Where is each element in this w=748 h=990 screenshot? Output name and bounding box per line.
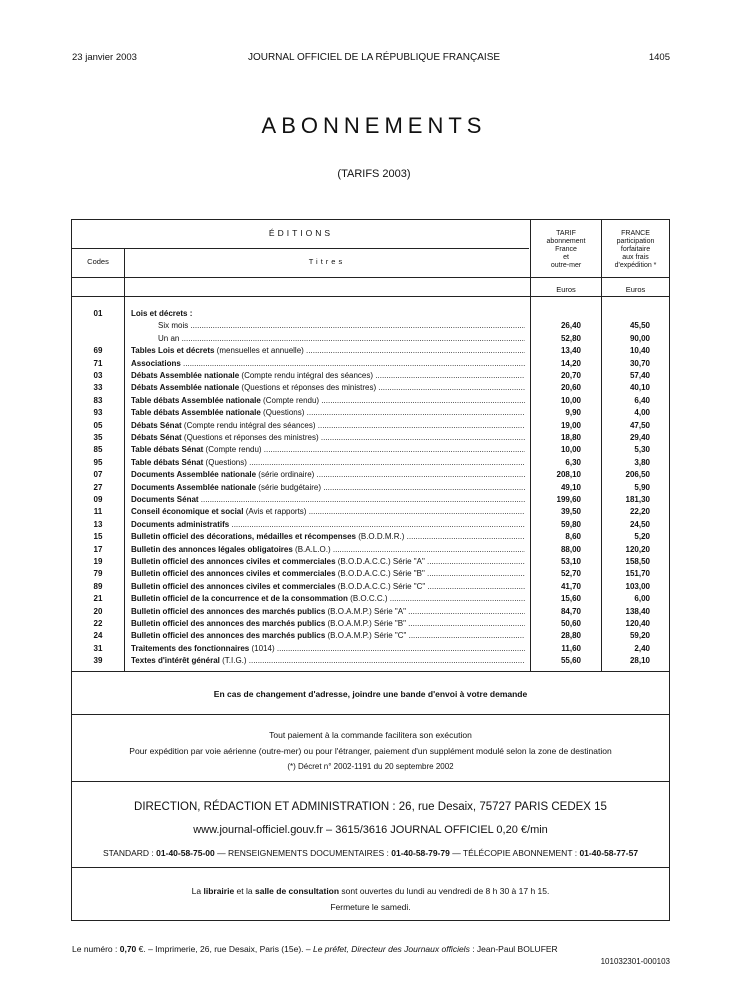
table-row	[72, 568, 669, 580]
row-title: Conseil économique et social (Avis et rapports) .....	[131, 506, 525, 518]
row-france: 158,50	[625, 557, 650, 566]
table-row	[72, 618, 669, 630]
row-code: 24	[93, 631, 103, 641]
table-row	[72, 358, 669, 370]
tariff-frame	[71, 219, 670, 921]
row-tarif: 88,00	[560, 544, 581, 554]
row-france: 5,90	[634, 482, 650, 492]
table-row	[72, 420, 669, 432]
row-code: 39	[93, 656, 103, 666]
row-tarif: 52,70	[560, 569, 581, 579]
row-title: Six mois .....	[158, 320, 525, 332]
row-tarif: 13,40	[560, 346, 581, 356]
row-code: 07	[93, 470, 103, 480]
row-france: 103,00	[625, 581, 650, 591]
page-subtitle: (TARIFS 2003)	[337, 168, 411, 180]
closing-notice: Fermeture le samedi.	[330, 902, 411, 912]
row-tarif: 59,80	[560, 519, 581, 529]
row-tarif: 15,60	[560, 594, 581, 604]
row-code: 11	[93, 507, 103, 517]
row-france: 22,20	[629, 507, 650, 517]
table-row	[72, 643, 669, 655]
table-row	[72, 432, 669, 444]
row-title: Tables Lois et décrets (mensuelles et annuelle) .....	[131, 345, 525, 357]
row-tarif: 53,10	[560, 557, 581, 566]
row-france: 120,20	[625, 544, 650, 554]
row-title: Textes d'intérêt général (T.I.G.) .....	[131, 655, 525, 667]
row-title: Bulletin officiel des annonces des marchés publics (B.O.A.M.P.) Série "A" .....	[131, 606, 525, 618]
row-title: Bulletin officiel des annonces civiles et commerciales (B.O.D.A.C.C.) Série "A" .....	[131, 556, 525, 568]
row-code: 09	[93, 495, 103, 504]
row-france: 120,40	[625, 619, 650, 628]
row-code: 79	[93, 569, 103, 579]
row-france: 6,00	[634, 594, 650, 604]
row-code: 27	[93, 482, 103, 492]
row-title: Bulletin officiel des annonces civiles et commerciales (B.O.D.A.C.C.) Série "B" .....	[131, 568, 525, 580]
row-tarif: 28,80	[560, 631, 581, 641]
table-row	[72, 593, 669, 605]
france-header: FRANCE participation forfaitaire aux frais d'expédition *	[614, 230, 657, 269]
table-row	[72, 395, 669, 407]
table-row	[72, 457, 669, 469]
table-row	[72, 531, 669, 543]
row-code: 69	[93, 346, 103, 356]
payment-line-1: Tout paiement à la commande facilitera son exécution	[269, 730, 472, 740]
table-row	[72, 320, 669, 332]
row-france: 30,70	[629, 358, 650, 368]
row-tarif: 10,00	[560, 445, 581, 455]
row-code: 13	[93, 519, 103, 529]
table-row	[72, 556, 669, 568]
row-tarif: 50,60	[560, 619, 581, 628]
row-tarif: 20,70	[560, 371, 581, 380]
row-tarif: 49,10	[560, 482, 581, 492]
row-tarif: 208,10	[556, 470, 581, 480]
row-title: Bulletin des annonces légales obligatoires (B.A.L.O.) .....	[131, 544, 525, 556]
tarif-unit: Euros	[556, 285, 576, 294]
row-title: Débats Sénat (Questions et réponses des ministres) .....	[131, 432, 525, 444]
row-tarif: 8,60	[565, 532, 581, 542]
row-tarif: 39,50	[560, 507, 581, 517]
page-title: ABONNEMENTS	[261, 113, 487, 138]
row-tarif: 18,80	[560, 433, 581, 442]
row-france: 59,20	[629, 631, 650, 641]
editions-header: ÉDITIONS	[268, 228, 334, 238]
table-row	[72, 544, 669, 556]
row-france: 181,30	[625, 495, 650, 504]
table-row	[72, 407, 669, 419]
row-france: 24,50	[629, 519, 650, 529]
row-code: 17	[93, 544, 103, 554]
opening-hours: La librairie et la salle de consultation sont ouvertes du lundi au vendredi de 8 h 30 à 17 h 15.	[191, 886, 550, 896]
decree-note: (*) Décret n° 2002-1191 du 20 septembre 2002	[287, 762, 454, 771]
table-bottom-rule	[72, 671, 669, 672]
row-tarif: 84,70	[560, 606, 581, 616]
row-france: 138,40	[625, 606, 650, 616]
row-title: Documents Sénat .....	[131, 494, 525, 506]
row-code: 93	[93, 408, 103, 418]
row-title: Documents Assemblée nationale (série ordinaire) .....	[131, 469, 525, 481]
table-row	[72, 630, 669, 642]
editions-rule	[72, 248, 529, 249]
row-tarif: 11,60	[561, 643, 581, 653]
table-row	[72, 655, 669, 667]
row-france: 151,70	[625, 569, 650, 579]
row-france: 45,50	[629, 321, 650, 331]
row-code: 19	[93, 557, 103, 566]
website-line: www.journal-officiel.gouv.fr – 3615/3616 JOURNAL OFFICIEL 0,20 €/min	[193, 824, 548, 836]
phone-numbers: STANDARD : 01-40-58-75-00 — RENSEIGNEMENTS DOCUMENTAIRES : 01-40-58-79-79 — TÉLÉCOPIE ABONNEMENT : 01-40-58-77-57	[102, 848, 639, 858]
row-tarif: 14,20	[560, 358, 581, 368]
france-unit: Euros	[625, 285, 646, 294]
row-title: Associations .....	[131, 358, 525, 370]
row-title: Documents administratifs .....	[131, 519, 525, 531]
row-france: 206,50	[625, 470, 650, 480]
row-tarif: 6,30	[565, 457, 581, 467]
table-row	[72, 606, 669, 618]
unit-rule	[72, 296, 669, 297]
row-code: 95	[93, 457, 103, 467]
row-title: Un an .....	[158, 333, 525, 345]
imprint-footer: Le numéro : 0,70 €. – Imprimerie, 26, rue Desaix, Paris (15e). – Le préfet, Directeur des Journaux officiels : Jean-Paul BOLUFER	[72, 944, 558, 954]
row-title: Bulletin officiel des annonces civiles et commerciales (B.O.D.A.C.C.) Série "C" .....	[131, 581, 525, 593]
row-tarif: 9,90	[565, 408, 581, 418]
table-row	[72, 519, 669, 531]
direction-rule	[72, 867, 669, 868]
row-title: Traitements des fonctionnaires (1014) .....	[131, 643, 525, 655]
row-tarif: 41,70	[560, 581, 581, 591]
table-row	[72, 494, 669, 506]
titres-header: Titres	[308, 257, 346, 266]
row-france: 10,40	[629, 346, 650, 356]
table-row	[72, 370, 669, 382]
row-title: Table débats Sénat (Questions) .....	[131, 457, 525, 469]
row-code: 89	[93, 581, 103, 591]
row-code: 85	[93, 445, 103, 455]
row-code: 03	[93, 371, 103, 380]
address-change-notice: En cas de changement d'adresse, joindre une bande d'envoi à votre demande	[213, 689, 528, 699]
row-code: 21	[93, 594, 103, 604]
row-code: 35	[93, 433, 103, 442]
row-code: 83	[93, 395, 103, 405]
row-tarif: 52,80	[560, 333, 581, 343]
row-france: 28,10	[629, 656, 650, 666]
row-title: Bulletin officiel des annonces des marchés publics (B.O.A.M.P.) Série "B" .....	[131, 618, 525, 630]
row-france: 4,00	[634, 408, 650, 418]
table-row	[72, 444, 669, 456]
row-title: Documents Assemblée nationale (série budgétaire) .....	[131, 482, 525, 494]
row-title: Table débats Assemblée nationale (Compte rendu) .....	[131, 395, 525, 407]
row-code: 05	[93, 420, 103, 430]
tarif-header: TARIF abonnement France et outre-mer	[546, 230, 586, 269]
payment-line-2: Pour expédition par voie aérienne (outre-mer) ou pour l'étranger, paiement d'un supplément modulé selon la zone de destination	[129, 746, 612, 756]
row-title: Bulletin officiel de la concurrence et de la consommation (B.O.C.C.) .....	[131, 593, 525, 605]
row-france: 90,00	[629, 333, 650, 343]
header-rule	[72, 277, 669, 278]
table-row	[72, 308, 669, 320]
row-title: Table débats Sénat (Compte rendu) .....	[131, 444, 525, 456]
row-france: 5,30	[634, 445, 650, 455]
table-row	[72, 482, 669, 494]
row-code: 20	[93, 606, 103, 616]
row-france: 47,50	[629, 420, 650, 430]
table-row	[72, 333, 669, 345]
row-code: 33	[93, 383, 103, 393]
row-title: Table débats Assemblée nationale (Questions) .....	[131, 407, 525, 419]
table-row	[72, 581, 669, 593]
notice-rule	[72, 714, 669, 715]
codes-header: Codes	[87, 257, 109, 266]
row-tarif: 55,60	[560, 656, 581, 666]
row-tarif: 26,40	[560, 321, 581, 331]
row-title: Lois et décrets :	[131, 309, 193, 318]
table-row	[72, 506, 669, 518]
row-code: 22	[93, 619, 103, 628]
row-title: Débats Assemblée nationale (Questions et réponses des ministres) .....	[131, 382, 525, 394]
document-reference: 101032301-000103	[600, 957, 670, 966]
row-france: 3,80	[634, 457, 650, 467]
row-france: 6,40	[634, 395, 650, 405]
row-code: 01	[93, 309, 103, 318]
row-title: Bulletin officiel des décorations, médailles et récompenses (B.O.D.M.R.) .....	[131, 531, 525, 543]
payment-rule	[72, 781, 669, 782]
header-page-number: 1405	[648, 52, 670, 63]
row-tarif: 19,00	[560, 420, 581, 430]
row-france: 40,10	[629, 383, 650, 393]
row-france: 5,20	[634, 532, 650, 542]
row-france: 2,40	[634, 643, 650, 653]
table-row	[72, 345, 669, 357]
table-row	[72, 382, 669, 394]
row-title: Débats Assemblée nationale (Compte rendu intégral des séances) .....	[131, 370, 525, 382]
row-tarif: 199,60	[556, 495, 581, 504]
row-title: Bulletin officiel des annonces des marchés publics (B.O.A.M.P.) Série "C" .....	[131, 630, 525, 642]
row-code: 15	[93, 532, 103, 542]
header-journal-title: JOURNAL OFFICIEL DE LA RÉPUBLIQUE FRANÇAISE	[247, 52, 501, 63]
row-france: 29,40	[629, 433, 650, 442]
header-date: 23 janvier 2003	[72, 52, 137, 63]
row-title: Débats Sénat (Compte rendu intégral des séances) .....	[131, 420, 525, 432]
row-code: 31	[93, 643, 103, 653]
row-tarif: 10,00	[560, 395, 581, 405]
table-row	[72, 469, 669, 481]
row-tarif: 20,60	[560, 383, 581, 393]
row-code: 71	[93, 358, 103, 368]
row-france: 57,40	[629, 371, 650, 380]
direction-address: DIRECTION, RÉDACTION ET ADMINISTRATION : 26, rue Desaix, 75727 PARIS CEDEX 15	[134, 801, 607, 813]
